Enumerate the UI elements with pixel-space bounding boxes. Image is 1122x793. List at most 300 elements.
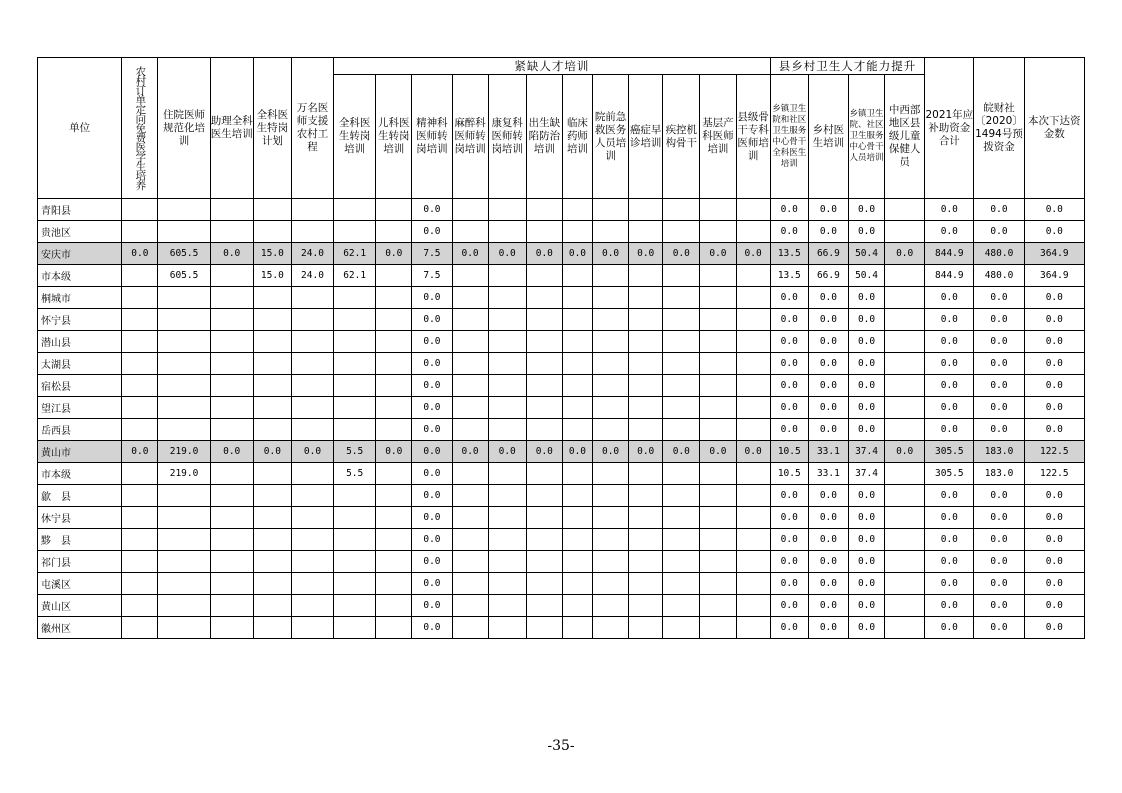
table-cell (452, 419, 488, 441)
table-cell (253, 529, 291, 551)
table-cell: 62.1 (334, 265, 376, 287)
table-cell: 480.0 (974, 243, 1024, 265)
table-cell (593, 551, 629, 573)
table-header (38, 58, 1085, 199)
table-row (38, 309, 1085, 331)
table-cell (736, 287, 770, 309)
table-cell (663, 375, 700, 397)
table-cell: 0.0 (770, 397, 808, 419)
table-cell: 0.0 (848, 331, 884, 353)
table-cell (526, 287, 562, 309)
table-cell (629, 353, 663, 375)
table-cell (736, 507, 770, 529)
table-cell: 0.0 (1024, 419, 1084, 441)
table-cell (526, 573, 562, 595)
table-cell: 0.0 (1024, 397, 1084, 419)
table-cell: 0.0 (526, 441, 562, 463)
table-cell: 50.4 (848, 243, 884, 265)
table-cell (122, 375, 158, 397)
table-cell: 0.0 (1024, 287, 1084, 309)
table-cell (736, 199, 770, 221)
table-cell (158, 551, 210, 573)
table-cell (488, 375, 526, 397)
table-cell (700, 507, 736, 529)
table-cell (562, 551, 592, 573)
table-cell: 0.0 (526, 243, 562, 265)
table-cell: 0.0 (770, 485, 808, 507)
table-cell (122, 397, 158, 419)
table-cell: 0.0 (770, 287, 808, 309)
table-cell: 844.9 (925, 265, 974, 287)
table-cell: 0.0 (808, 287, 848, 309)
table-cell (562, 287, 592, 309)
table-cell: 0.0 (412, 617, 452, 639)
table-cell (593, 397, 629, 419)
table-cell (488, 595, 526, 617)
table-cell (562, 265, 592, 287)
table-cell: 66.9 (808, 243, 848, 265)
table-cell: 0.0 (808, 617, 848, 639)
table-cell: 0.0 (974, 331, 1024, 353)
table-cell (488, 529, 526, 551)
table-cell (452, 397, 488, 419)
table-cell: 0.0 (412, 507, 452, 529)
table-row (38, 287, 1085, 309)
table-cell (526, 595, 562, 617)
table-cell (629, 309, 663, 331)
table-cell (700, 287, 736, 309)
funding-table (37, 57, 1085, 639)
table-row (38, 199, 1085, 221)
table-cell: 0.0 (1024, 199, 1084, 221)
table-cell (700, 397, 736, 419)
table-cell (122, 507, 158, 529)
table-cell: 15.0 (253, 243, 291, 265)
table-cell (452, 463, 488, 485)
header-rural-orientation: 农村订单定向免费医学生培养 (122, 58, 158, 199)
table-cell (253, 595, 291, 617)
table-cell (526, 419, 562, 441)
table-cell (158, 309, 210, 331)
table-cell (158, 397, 210, 419)
table-cell: 0.0 (376, 243, 412, 265)
header-rural-support: 万名医师支援农村工程 (291, 58, 333, 199)
table-cell (885, 397, 925, 419)
table-cell: 0.0 (770, 595, 808, 617)
table-cell: 0.0 (848, 309, 884, 331)
row-unit-name: 屯溪区 (38, 573, 122, 595)
table-cell: 50.4 (848, 265, 884, 287)
table-cell (629, 221, 663, 243)
table-row (38, 265, 1085, 287)
row-unit-name: 潜山县 (38, 331, 122, 353)
table-cell (593, 617, 629, 639)
table-cell (291, 199, 333, 221)
table-cell: 0.0 (925, 573, 974, 595)
table-cell (158, 221, 210, 243)
table-cell (700, 199, 736, 221)
table-cell (291, 419, 333, 441)
table-row (38, 397, 1085, 419)
table-cell: 0.0 (663, 243, 700, 265)
table-cell: 0.0 (1024, 617, 1084, 639)
table-cell (663, 397, 700, 419)
table-cell: 0.0 (452, 243, 488, 265)
table-cell (158, 485, 210, 507)
row-unit-name: 桐城市 (38, 287, 122, 309)
table-cell (885, 265, 925, 287)
table-cell (700, 529, 736, 551)
table-cell (210, 309, 253, 331)
table-cell (700, 551, 736, 573)
table-cell (122, 221, 158, 243)
table-cell: 0.0 (770, 573, 808, 595)
table-cell (376, 331, 412, 353)
table-cell: 37.4 (848, 463, 884, 485)
table-cell: 0.0 (488, 243, 526, 265)
table-cell (291, 353, 333, 375)
table-cell (122, 199, 158, 221)
table-row (38, 595, 1085, 617)
table-cell: 183.0 (974, 463, 1024, 485)
table-row (38, 441, 1085, 463)
table-cell (885, 551, 925, 573)
table-cell (629, 529, 663, 551)
table-cell: 7.5 (412, 243, 452, 265)
table-cell (452, 199, 488, 221)
table-cell (376, 353, 412, 375)
table-cell: 0.0 (412, 419, 452, 441)
table-cell (291, 463, 333, 485)
table-cell (291, 397, 333, 419)
row-unit-name: 太湖县 (38, 353, 122, 375)
table-cell: 0.0 (808, 485, 848, 507)
table-cell (593, 595, 629, 617)
table-cell (562, 595, 592, 617)
table-cell (488, 507, 526, 529)
table-row (38, 221, 1085, 243)
table-cell (562, 199, 592, 221)
row-unit-name: 黄山市 (38, 441, 122, 463)
table-cell (253, 309, 291, 331)
table-cell (452, 221, 488, 243)
table-cell (736, 375, 770, 397)
table-cell: 0.0 (808, 353, 848, 375)
table-cell: 0.0 (974, 375, 1024, 397)
table-cell (736, 331, 770, 353)
table-cell (562, 331, 592, 353)
table-cell: 0.0 (808, 551, 848, 573)
table-cell (736, 265, 770, 287)
table-cell: 62.1 (334, 243, 376, 265)
row-unit-name: 黟 县 (38, 529, 122, 551)
header-village-doctor: 乡村医生培训 (808, 75, 848, 199)
table-cell (885, 507, 925, 529)
header-total-2021: 2021年应补助资金合计 (925, 58, 974, 199)
table-cell (210, 573, 253, 595)
table-cell: 0.0 (770, 331, 808, 353)
table-cell (158, 529, 210, 551)
table-cell (593, 529, 629, 551)
table-cell (122, 353, 158, 375)
table-cell: 0.0 (412, 309, 452, 331)
table-cell: 0.0 (412, 375, 452, 397)
table-cell (526, 617, 562, 639)
table-cell (663, 617, 700, 639)
table-cell (562, 529, 592, 551)
table-cell (334, 551, 376, 573)
row-unit-name: 市本级 (38, 265, 122, 287)
table-cell: 0.0 (974, 419, 1024, 441)
table-cell: 0.0 (412, 199, 452, 221)
table-cell (629, 397, 663, 419)
table-cell (452, 507, 488, 529)
page-number: -35- (547, 738, 575, 754)
header-prehospital: 院前急救医务人员培训 (593, 75, 629, 199)
table-cell (593, 375, 629, 397)
table-cell (210, 617, 253, 639)
table-cell: 0.0 (925, 529, 974, 551)
table-cell (291, 375, 333, 397)
table-cell: 0.0 (974, 309, 1024, 331)
table-cell (526, 507, 562, 529)
table-cell (253, 199, 291, 221)
table-cell (700, 595, 736, 617)
table-cell (663, 529, 700, 551)
table-cell (700, 265, 736, 287)
table-cell (593, 463, 629, 485)
table-cell (700, 617, 736, 639)
table-cell (376, 221, 412, 243)
table-cell (885, 221, 925, 243)
table-cell (663, 265, 700, 287)
table-cell (452, 287, 488, 309)
table-cell (158, 573, 210, 595)
table-cell: 219.0 (158, 441, 210, 463)
table-cell (526, 375, 562, 397)
table-cell (663, 199, 700, 221)
table-cell: 0.0 (885, 243, 925, 265)
table-cell: 0.0 (1024, 331, 1084, 353)
table-cell (452, 331, 488, 353)
table-cell (452, 353, 488, 375)
table-cell (210, 353, 253, 375)
table-cell: 0.0 (808, 573, 848, 595)
table-cell: 0.0 (700, 243, 736, 265)
table-cell: 13.5 (770, 265, 808, 287)
table-cell (253, 551, 291, 573)
table-cell: 0.0 (925, 551, 974, 573)
table-row (38, 485, 1085, 507)
table-cell (736, 397, 770, 419)
table-cell: 0.0 (770, 221, 808, 243)
table-cell (122, 595, 158, 617)
table-cell: 37.4 (848, 441, 884, 463)
table-cell (376, 463, 412, 485)
row-unit-name: 徽州区 (38, 617, 122, 639)
table-cell (700, 419, 736, 441)
table-cell: 0.0 (412, 551, 452, 573)
row-unit-name: 祁门县 (38, 551, 122, 573)
table-cell: 0.0 (925, 485, 974, 507)
table-cell (122, 463, 158, 485)
table-cell (736, 485, 770, 507)
table-cell (885, 309, 925, 331)
table-cell (158, 199, 210, 221)
table-cell: 0.0 (925, 221, 974, 243)
table-cell: 0.0 (848, 551, 884, 573)
table-cell: 0.0 (629, 243, 663, 265)
header-township-staff: 乡镇卫生院、社区卫生服务中心骨干人员培训 (848, 75, 884, 199)
header-obstetric: 基层产科医师培训 (700, 75, 736, 199)
table-cell (253, 617, 291, 639)
table-cell: 0.0 (770, 375, 808, 397)
table-cell: 0.0 (770, 199, 808, 221)
table-cell: 0.0 (1024, 485, 1084, 507)
table-cell (122, 287, 158, 309)
table-cell (593, 265, 629, 287)
table-cell (210, 287, 253, 309)
table-cell (526, 265, 562, 287)
table-cell: 122.5 (1024, 463, 1084, 485)
table-cell (334, 485, 376, 507)
table-cell: 0.0 (808, 419, 848, 441)
table-cell: 0.0 (974, 595, 1024, 617)
table-cell (488, 551, 526, 573)
header-cdc: 疾控机构骨干 (663, 75, 700, 199)
table-cell: 364.9 (1024, 265, 1084, 287)
header-gp-transfer: 全科医生转岗培训 (334, 75, 376, 199)
table-cell (736, 463, 770, 485)
table-cell (291, 331, 333, 353)
table-row (38, 529, 1085, 551)
table-cell (885, 199, 925, 221)
table-cell: 0.0 (1024, 375, 1084, 397)
group-header-county: 县乡村卫生人才能力提升 (770, 58, 925, 75)
table-cell (253, 463, 291, 485)
row-unit-name: 怀宁县 (38, 309, 122, 331)
table-cell (291, 287, 333, 309)
table-cell: 0.0 (974, 485, 1024, 507)
table-cell (885, 419, 925, 441)
table-cell (488, 463, 526, 485)
header-gp-special: 全科医生特岗计划 (253, 58, 291, 199)
table-row (38, 353, 1085, 375)
table-cell (334, 287, 376, 309)
table-cell: 33.1 (808, 463, 848, 485)
table-cell: 0.0 (848, 595, 884, 617)
table-cell (736, 529, 770, 551)
table-cell (210, 419, 253, 441)
table-cell: 0.0 (122, 441, 158, 463)
table-cell: 0.0 (974, 507, 1024, 529)
table-cell (629, 287, 663, 309)
table-cell: 0.0 (770, 309, 808, 331)
table-cell (376, 375, 412, 397)
table-cell (452, 485, 488, 507)
table-cell (122, 617, 158, 639)
header-assistant-gp: 助理全科医生培训 (210, 58, 253, 199)
table-cell: 0.0 (848, 507, 884, 529)
table-cell (663, 507, 700, 529)
table-cell (376, 287, 412, 309)
table-cell (334, 617, 376, 639)
table-cell: 0.0 (848, 529, 884, 551)
table-cell: 0.0 (1024, 595, 1084, 617)
table-cell (663, 551, 700, 573)
table-cell: 0.0 (808, 507, 848, 529)
table-cell (210, 485, 253, 507)
table-cell: 364.9 (1024, 243, 1084, 265)
table-cell (736, 353, 770, 375)
table-cell (334, 375, 376, 397)
table-cell (593, 199, 629, 221)
header-prefunded: 皖财社〔2020〕1494号预拨资金 (974, 58, 1024, 199)
table-cell: 305.5 (925, 441, 974, 463)
table-cell: 605.5 (158, 243, 210, 265)
table-cell (452, 309, 488, 331)
row-unit-name: 岳西县 (38, 419, 122, 441)
table-cell (700, 221, 736, 243)
table-cell (376, 617, 412, 639)
table-cell (158, 331, 210, 353)
table-cell: 0.0 (925, 375, 974, 397)
table-cell (376, 595, 412, 617)
table-row (38, 375, 1085, 397)
table-cell (593, 287, 629, 309)
table-cell: 0.0 (808, 397, 848, 419)
table-cell: 0.0 (1024, 573, 1084, 595)
table-cell (334, 353, 376, 375)
table-cell (291, 595, 333, 617)
table-cell (885, 595, 925, 617)
table-cell (210, 463, 253, 485)
table-cell: 0.0 (925, 595, 974, 617)
table-cell (629, 265, 663, 287)
table-cell: 0.0 (848, 353, 884, 375)
table-cell (629, 199, 663, 221)
table-cell (593, 309, 629, 331)
table-cell (736, 309, 770, 331)
table-cell: 0.0 (593, 441, 629, 463)
table-cell: 24.0 (291, 243, 333, 265)
table-cell: 0.0 (770, 419, 808, 441)
table-cell (885, 463, 925, 485)
table-cell (593, 507, 629, 529)
table-cell (253, 331, 291, 353)
table-cell (334, 595, 376, 617)
table-cell (593, 221, 629, 243)
table-cell: 0.0 (770, 353, 808, 375)
table-cell (663, 463, 700, 485)
table-cell: 5.5 (334, 441, 376, 463)
table-cell (629, 485, 663, 507)
table-cell (562, 397, 592, 419)
table-cell: 0.0 (210, 441, 253, 463)
table-cell (291, 485, 333, 507)
table-cell (452, 375, 488, 397)
table-cell (700, 573, 736, 595)
header-child-health: 中西部地区县级儿童保健人员 (885, 75, 925, 199)
table-cell (885, 617, 925, 639)
table-cell (376, 573, 412, 595)
table-cell (700, 309, 736, 331)
table-cell: 0.0 (808, 595, 848, 617)
table-cell (210, 221, 253, 243)
table-cell (488, 265, 526, 287)
table-cell: 0.0 (974, 221, 1024, 243)
table-cell: 0.0 (925, 199, 974, 221)
